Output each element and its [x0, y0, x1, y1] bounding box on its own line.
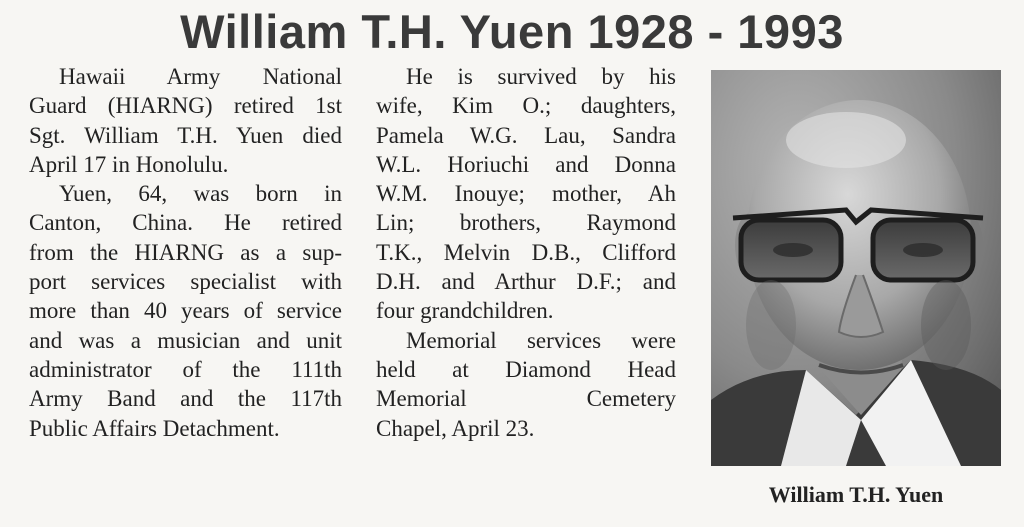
- text-line: Public Affairs Detachment.: [29, 415, 280, 441]
- text-line: D.H. and Arthur D.F.; and: [376, 269, 676, 295]
- headline: William T.H. Yuen 1928 - 1993: [180, 5, 844, 58]
- paragraph-1: [29, 62, 342, 179]
- text-line: Army Band and the 117th: [29, 386, 342, 412]
- text-line: Memorial Cemetery: [376, 386, 676, 412]
- text-line: Sgt. William T.H. Yuen died: [29, 122, 342, 148]
- text-line: four grandchildren.: [376, 298, 554, 324]
- text-line: W.L. Horiuchi and Donna: [376, 151, 676, 177]
- portrait-image: [711, 70, 1001, 466]
- text-line: Canton, China. He retired: [29, 210, 342, 236]
- text-line: held at Diamond Head: [376, 356, 676, 382]
- paragraph-4: [376, 326, 676, 443]
- photo-caption: William T.H. Yuen: [768, 482, 944, 507]
- text-line: W.M. Inouye; mother, Ah: [376, 181, 676, 207]
- text-line: from the HIARNG as a sup-: [29, 239, 342, 265]
- article-column-2: [376, 62, 676, 443]
- text-line: Lin; brothers, Raymond: [376, 210, 676, 236]
- text-line: April 17 in Honolulu.: [29, 151, 229, 177]
- paragraph-2: [29, 179, 342, 443]
- text-line: He is survived by his: [406, 64, 676, 89]
- text-line: Yuen, 64, was born in: [59, 181, 342, 207]
- text-line: Hawaii Army National: [59, 64, 342, 89]
- text-line: Pamela W.G. Lau, Sandra: [376, 122, 676, 148]
- text-line: port services specialist with: [29, 269, 342, 295]
- text-line: Chapel, April 23.: [376, 415, 535, 441]
- portrait-photo: [711, 70, 1001, 466]
- text-line: wife, Kim O.; daughters,: [376, 93, 676, 119]
- text-line: and was a musician and unit: [29, 327, 342, 353]
- text-line: more than 40 years of service: [29, 298, 342, 324]
- text-line: administrator of the 111th: [29, 356, 342, 382]
- text-line: T.K., Melvin D.B., Clifford: [376, 239, 676, 265]
- text-line: Memorial services were: [406, 327, 676, 353]
- article-column-1: [29, 62, 342, 443]
- text-line: Guard (HIARNG) retired 1st: [29, 93, 342, 119]
- paragraph-3: [376, 62, 676, 326]
